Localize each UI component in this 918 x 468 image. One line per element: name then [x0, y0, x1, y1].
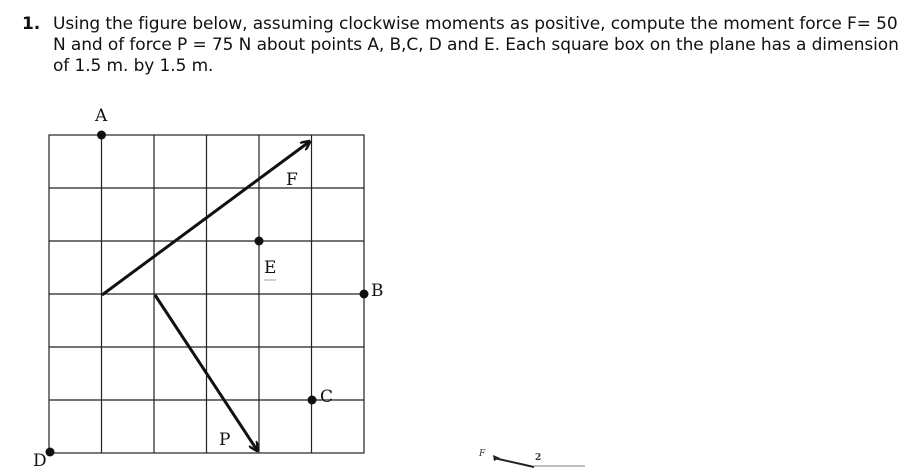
- label-e: E: [264, 258, 277, 278]
- label-c: C: [320, 387, 334, 407]
- point-e: [255, 237, 264, 246]
- label-d: D: [33, 451, 47, 468]
- label-b: B: [371, 281, 384, 301]
- problem-text: Using the figure below, assuming clockwise moments as positive, compute the moment force F= 50 N and of force P = 75 N about points A, B,C, D and E. Each square box on the plane has a dimension of 1.5 m. by 1.5 m.: [53, 14, 899, 76]
- partial-number-label: 2: [535, 453, 542, 463]
- grid: [49, 135, 364, 453]
- label-f: F: [286, 170, 298, 190]
- point-d: [46, 448, 55, 457]
- label-a: A: [95, 106, 108, 126]
- partial-figure: [478, 449, 585, 467]
- partial-force-line: [494, 458, 534, 467]
- point-b: [360, 290, 369, 299]
- partial-force-label: F: [479, 449, 486, 459]
- point-c: [308, 396, 317, 405]
- label-p: P: [219, 430, 231, 450]
- point-a: [97, 131, 106, 140]
- force-f-arrow: [102, 142, 309, 295]
- problem-number: 1.: [22, 14, 41, 34]
